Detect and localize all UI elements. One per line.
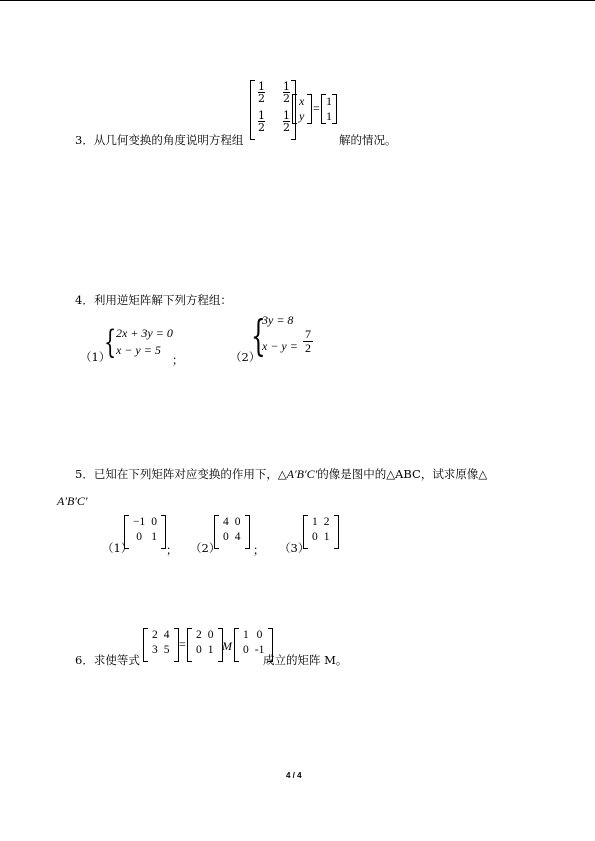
q4-part2-fraction: [303, 328, 313, 355]
q3-text-before: 从几何变换的角度说明方程组: [93, 133, 244, 147]
q5-m1-a12: 0: [151, 516, 157, 528]
q4-part2-eq2-left: x − y =: [262, 339, 298, 353]
q3-text-after: 解的情况。: [339, 133, 397, 147]
q6-number: 6．: [75, 653, 94, 667]
q3-a21-den: 2: [258, 121, 265, 134]
q3-b2: 1: [326, 109, 332, 123]
q6-text-after: 成立的矩阵 M。: [263, 653, 348, 667]
q4-part1-label: （1）: [80, 350, 111, 364]
q6-text-before: 求使等式: [93, 653, 140, 667]
q3-a12-den: 2: [283, 92, 290, 105]
q6-ma-a11: 2: [196, 629, 202, 641]
q5-m2-sep: ；: [253, 543, 265, 557]
q3-line: [75, 132, 243, 148]
q5-m1-a22: 1: [151, 531, 157, 543]
q6-equals: =: [179, 637, 186, 651]
q5-m2-a12: 0: [234, 516, 241, 528]
q3-a12-num: 1: [283, 80, 290, 93]
q4-number: 4．: [75, 293, 94, 307]
q6-lhs-a12: 4: [163, 629, 170, 641]
q6-matrix-a: [187, 628, 223, 662]
q5-prime-triangle-2: A′B′C′: [57, 494, 88, 508]
q6-lhs-a22: 5: [163, 644, 170, 656]
q6-mb-a12: 0: [256, 629, 263, 641]
q3-a22-num: 1: [283, 109, 290, 122]
q5-m3-a22: 1: [323, 531, 330, 543]
q3-y: y: [299, 109, 305, 123]
q6-line: [75, 652, 140, 668]
q3-a21-num: 1: [258, 109, 265, 122]
q3-a22-den: 2: [283, 121, 290, 134]
q6-ma-a21: 0: [196, 644, 202, 656]
q5-matrix-1: [124, 515, 166, 549]
q3-a11-den: 2: [258, 92, 265, 105]
q6-lhs-a11: 2: [152, 629, 158, 641]
q3-equals: =: [313, 101, 320, 115]
q3-b1: 1: [326, 94, 332, 108]
q5-m3-a21: 0: [312, 531, 318, 543]
q6-ma-a12: 0: [207, 629, 214, 641]
q4-text: 利用逆矩阵解下列方程组：: [93, 293, 232, 307]
q4-line: [75, 292, 232, 308]
q5-m2-label: （2）: [190, 541, 221, 555]
q5-text-before: 已知在下列矩阵对应变换的作用下，△: [93, 467, 287, 481]
q3-constant-vector: [321, 94, 337, 124]
q4-part2-den: 2: [305, 341, 311, 355]
q4-part2-label: （2）: [230, 350, 261, 364]
page-number: 4 / 4: [286, 771, 302, 780]
q5-prime-triangle: A′B′C′: [286, 467, 318, 481]
q3-variable-vector: [292, 94, 312, 124]
q5-text-after: 的像是图中的△ABC，试求原像△: [317, 467, 488, 481]
q4-part1-eq2: x − y = 5: [116, 343, 161, 357]
q3-a11-num: 1: [258, 80, 265, 93]
q5-m2-a11: 4: [223, 516, 229, 528]
q4-part2-num: 7: [305, 327, 311, 341]
q5-m1-a21: 0: [136, 531, 142, 543]
q3-number: 3．: [75, 133, 94, 147]
q6-mb-a22: -1: [254, 644, 265, 656]
q5-m3-a12: 2: [323, 516, 330, 528]
q6-lhs-a21: 3: [152, 644, 158, 656]
q5-m3-a11: 1: [312, 516, 318, 528]
q6-lhs-matrix: [143, 628, 179, 662]
q4-part1-sep: ；: [172, 353, 184, 367]
q5-m1-sep: ；: [166, 543, 178, 557]
top-rule: [0, 0, 595, 1]
q5-m3-label: （3）: [279, 541, 310, 555]
q3-coefficient-matrix: [250, 80, 296, 140]
q4-part2-eq1: 3y = 8: [262, 313, 294, 327]
q6-m-symbol: M: [222, 639, 232, 653]
q5-m1-label: （1）: [102, 541, 133, 555]
q5-m2-a22: 4: [234, 531, 241, 543]
q6-ma-a22: 1: [207, 644, 214, 656]
q4-part1-eq1: 2x + 3y = 0: [116, 326, 173, 340]
q5-line: [75, 466, 487, 482]
q5-matrix-3: [303, 515, 339, 549]
q6-mb-a11: 1: [243, 629, 249, 641]
q5-m2-a21: 0: [223, 531, 229, 543]
q5-number: 5．: [75, 467, 94, 481]
q6-mb-a21: 0: [243, 644, 249, 656]
q4-part2-brace: {: [251, 311, 266, 360]
q4-part1-brace: {: [104, 323, 117, 361]
q5-matrix-2: [214, 515, 250, 549]
q3-x: x: [299, 94, 305, 108]
q5-m1-a11: −1: [133, 516, 146, 528]
